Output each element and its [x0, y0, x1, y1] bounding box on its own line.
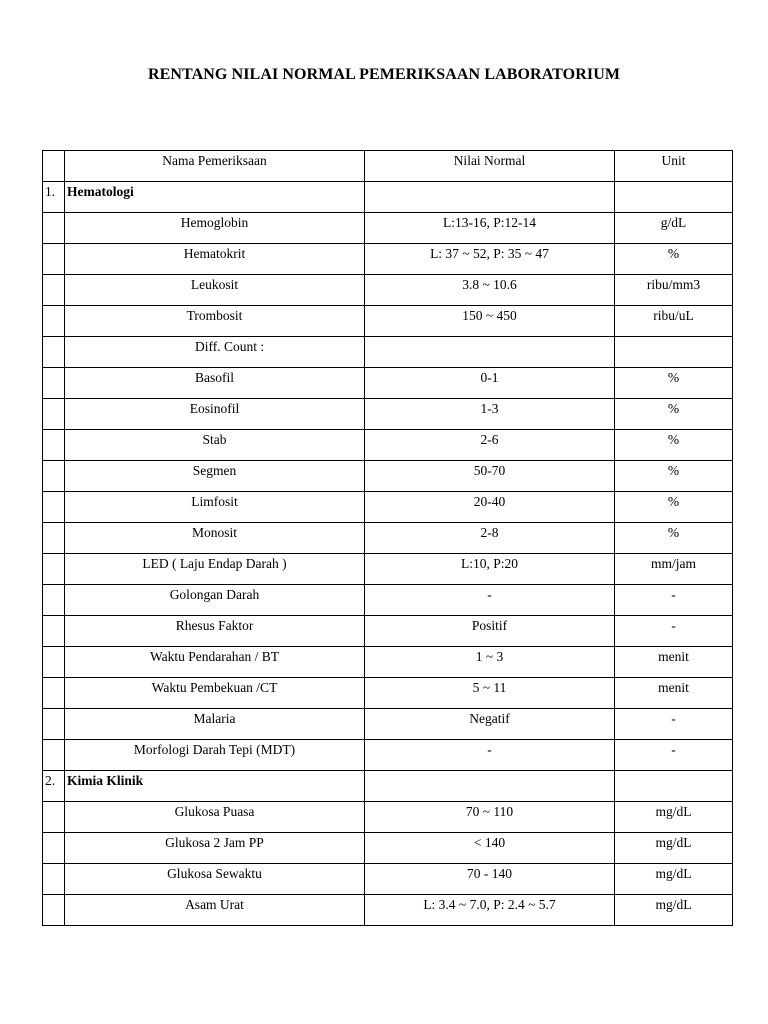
normal-value: 70 ~ 110 [365, 802, 615, 833]
normal-value: 20-40 [365, 492, 615, 523]
table-row [43, 275, 733, 306]
normal-value: - [365, 585, 615, 616]
unit-value: % [615, 368, 733, 399]
unit-value [615, 337, 733, 368]
unit-value: menit [615, 678, 733, 709]
table-row [43, 399, 733, 430]
unit-value: mg/dL [615, 833, 733, 864]
table-row [43, 461, 733, 492]
row-number-cell [43, 213, 65, 244]
unit-value: % [615, 244, 733, 275]
table-row [43, 492, 733, 523]
row-number-cell [43, 306, 65, 337]
table-row [43, 430, 733, 461]
unit-value: - [615, 585, 733, 616]
row-number-cell [43, 461, 65, 492]
header-value-cell: Nilai Normal [365, 151, 615, 182]
table-row [43, 585, 733, 616]
table-row [43, 895, 733, 926]
test-name: Asam Urat [65, 895, 365, 926]
row-number-cell [43, 678, 65, 709]
section-title: Kimia Klinik [65, 771, 365, 802]
test-name: Trombosit [65, 306, 365, 337]
test-name: Stab [65, 430, 365, 461]
test-name: Hematokrit [65, 244, 365, 275]
row-number-cell [43, 895, 65, 926]
table-row [43, 802, 733, 833]
table-row [43, 554, 733, 585]
unit-value: % [615, 492, 733, 523]
row-number-cell [43, 585, 65, 616]
test-name: Monosit [65, 523, 365, 554]
normal-value: 150 ~ 450 [365, 306, 615, 337]
unit-value: - [615, 709, 733, 740]
unit-value: % [615, 430, 733, 461]
table-row [43, 709, 733, 740]
section-unit-cell [615, 182, 733, 213]
normal-value: Positif [365, 616, 615, 647]
table-row [43, 523, 733, 554]
test-name: Limfosit [65, 492, 365, 523]
test-name: Hemoglobin [65, 213, 365, 244]
table-row [43, 213, 733, 244]
table-row [43, 616, 733, 647]
normal-value: - [365, 740, 615, 771]
normal-value: 50-70 [365, 461, 615, 492]
table-row [43, 244, 733, 275]
unit-value: ribu/mm3 [615, 275, 733, 306]
unit-value: mg/dL [615, 802, 733, 833]
test-name: Leukosit [65, 275, 365, 306]
section-value-cell [365, 771, 615, 802]
section-number: 2. [43, 771, 65, 802]
page-title: RENTANG NILAI NORMAL PEMERIKSAAN LABORATORIUM [147, 66, 621, 83]
table-row [43, 678, 733, 709]
unit-value: mg/dL [615, 895, 733, 926]
normal-value: 1 ~ 3 [365, 647, 615, 678]
row-number-cell [43, 802, 65, 833]
unit-value: - [615, 616, 733, 647]
section-number: 1. [43, 182, 65, 213]
section-row [43, 771, 733, 802]
normal-value: 2-8 [365, 523, 615, 554]
row-number-cell [43, 647, 65, 678]
test-name: Basofil [65, 368, 365, 399]
table-row [43, 864, 733, 895]
normal-value: L:13-16, P:12-14 [365, 213, 615, 244]
normal-value [365, 337, 615, 368]
normal-value: L:10, P:20 [365, 554, 615, 585]
section-unit-cell [615, 771, 733, 802]
section-value-cell [365, 182, 615, 213]
table-body [43, 151, 733, 926]
unit-value: g/dL [615, 213, 733, 244]
table-row [43, 368, 733, 399]
test-name: Morfologi Darah Tepi (MDT) [65, 740, 365, 771]
normal-value: 5 ~ 11 [365, 678, 615, 709]
unit-value: mm/jam [615, 554, 733, 585]
unit-value: menit [615, 647, 733, 678]
test-name: Segmen [65, 461, 365, 492]
row-number-cell [43, 430, 65, 461]
unit-value: % [615, 399, 733, 430]
row-number-cell [43, 709, 65, 740]
row-number-cell [43, 275, 65, 306]
normal-value: 70 - 140 [365, 864, 615, 895]
unit-value: ribu/uL [615, 306, 733, 337]
normal-value: L: 37 ~ 52, P: 35 ~ 47 [365, 244, 615, 275]
row-number-cell [43, 337, 65, 368]
normal-value: < 140 [365, 833, 615, 864]
normal-value: Negatif [365, 709, 615, 740]
row-number-cell [43, 523, 65, 554]
test-name: Waktu Pembekuan /CT [65, 678, 365, 709]
row-number-cell [43, 864, 65, 895]
normal-value: 0-1 [365, 368, 615, 399]
test-name: Malaria [65, 709, 365, 740]
unit-value: % [615, 461, 733, 492]
test-name: Rhesus Faktor [65, 616, 365, 647]
table-row [43, 306, 733, 337]
table-header-row [43, 151, 733, 182]
normal-value: L: 3.4 ~ 7.0, P: 2.4 ~ 5.7 [365, 895, 615, 926]
lab-reference-table [42, 150, 733, 926]
table-row [43, 647, 733, 678]
normal-value: 3.8 ~ 10.6 [365, 275, 615, 306]
unit-value: mg/dL [615, 864, 733, 895]
row-number-cell [43, 554, 65, 585]
header-number-cell [43, 151, 65, 182]
normal-value: 1-3 [365, 399, 615, 430]
row-number-cell [43, 740, 65, 771]
unit-value: - [615, 740, 733, 771]
test-name: Glukosa Puasa [65, 802, 365, 833]
section-title: Hematologi [65, 182, 365, 213]
test-name: Glukosa Sewaktu [65, 864, 365, 895]
row-number-cell [43, 399, 65, 430]
normal-value: 2-6 [365, 430, 615, 461]
test-name: Glukosa 2 Jam PP [65, 833, 365, 864]
test-name: Golongan Darah [65, 585, 365, 616]
header-name-cell: Nama Pemeriksaan [65, 151, 365, 182]
row-number-cell [43, 244, 65, 275]
row-number-cell [43, 833, 65, 864]
row-number-cell [43, 368, 65, 399]
table-row [43, 833, 733, 864]
header-unit-cell: Unit [615, 151, 733, 182]
test-name: Eosinofil [65, 399, 365, 430]
test-name: LED ( Laju Endap Darah ) [65, 554, 365, 585]
row-number-cell [43, 616, 65, 647]
row-number-cell [43, 492, 65, 523]
sublabel-row [43, 337, 733, 368]
section-row [43, 182, 733, 213]
unit-value: % [615, 523, 733, 554]
test-name: Waktu Pendarahan / BT [65, 647, 365, 678]
test-name: Diff. Count : [65, 337, 365, 368]
table-row [43, 740, 733, 771]
